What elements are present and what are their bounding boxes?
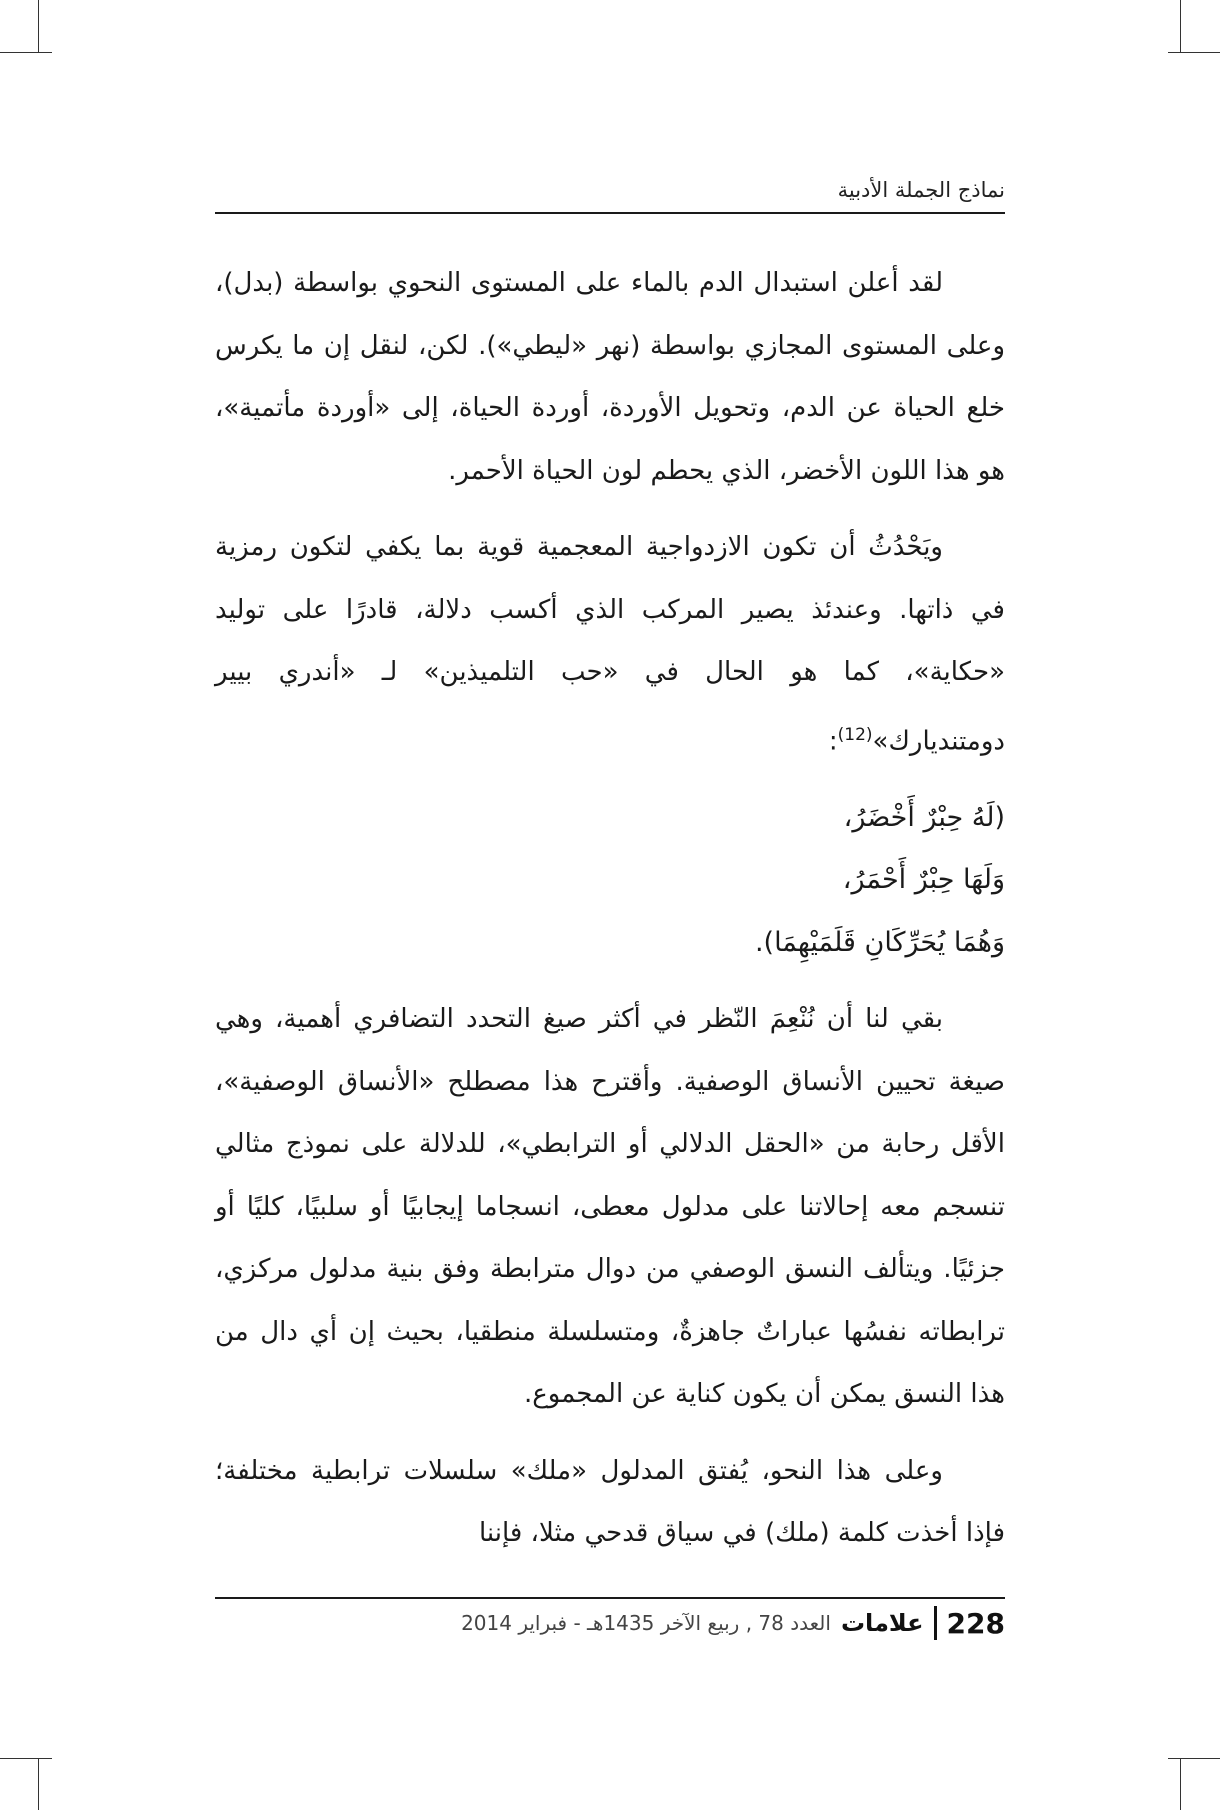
footer-divider: [934, 1606, 937, 1640]
paragraph: [215, 516, 1005, 773]
page-footer: [215, 1606, 1005, 1640]
verse-line: (لَهُ حِبْرٌ أَخْضَرُ،: [843, 801, 1005, 833]
crop-mark: [1168, 52, 1220, 53]
paragraph: لقد أعلن استبدال الدم بالماء على المستوى النحوي بواسطة (بدل)، وعلى المستوى المجازي بواسطة (نهر «ليطي»). لكن، لنقل إن ما يكرس خلع الحياة عن الدم، وتحويل الأوردة، أوردة الحياة، إلى «أوردة مأتمية»، هو هذا اللون الأخضر، الذي يحطم لون الحياة الأحمر.: [215, 268, 1005, 486]
footnote-ref[interactable]: (12): [837, 724, 873, 745]
paragraph: وعلى هذا النحو، يُفتق المدلول «ملك» سلسلات ترابطية مختلفة؛ فإذا أخذت كلمة (ملك) في سياق قدحي مثلا، فإننا: [215, 1455, 1005, 1549]
crop-mark: [38, 1758, 39, 1810]
crop-mark: [1180, 1758, 1181, 1810]
crop-mark: [0, 1758, 52, 1759]
journal-logo: علامات: [840, 1609, 924, 1637]
crop-mark: [0, 52, 52, 53]
paragraph-text: ويَحْدُثُ أن تكون الازدواجية المعجمية قوية بما يكفي لتكون رمزية في ذاتها. وعندئذ يصير المركب الذي أكسب دلالة، قادرًا على توليد «حكاية»، كما هو الحال في «حب التلميذين» لـ «أندري بيير دومتنديارك»: [215, 532, 1005, 757]
verse-line: وَلَهَا حِبْرٌ أَحْمَرُ،: [842, 864, 1005, 896]
issue-info: العدد 78 , ربيع الآخر 1435هـ - فبراير 2014: [461, 1611, 831, 1635]
crop-mark: [38, 0, 39, 52]
running-head: نماذج الجملة الأدبية: [837, 178, 1005, 202]
page-number: 228: [946, 1606, 1005, 1640]
footer-rule: [215, 1597, 1005, 1599]
body-text: [215, 252, 1005, 1579]
paragraph: بقي لنا أن نُنْعِمَ النّظر في أكثر صيغ التحدد التضافري أهمية، وهي صيغة تحيين الأنساق الوصفية. وأقترح هذا مصطلح «الأنساق الوصفية»، الأقل رحابة من «الحقل الدلالي أو الترابطي»، للدلالة على نموذج مثالي تنسجم معه إحالاتنا على مدلول معطى، انسجاما إيجابيًا أو سلبيًا، كليًا أو جزئيًا. ويتألف النسق الوصفي من دوال مترابطة وفق بنية مدلول مركزي، ترابطاته نفسُها عباراتٌ جاهزةٌ، ومتسلسلة منطقيا، بحيث إن أي دال من هذا النسق يمكن أن يكون كناية عن المجموع.: [215, 1004, 1005, 1410]
crop-mark: [1168, 1758, 1220, 1759]
crop-mark: [1180, 0, 1181, 52]
header-rule: [215, 212, 1005, 214]
colon: :: [828, 726, 838, 757]
verse-line: وَهُمَا يُحَرِّكَانِ قَلَمَيْهِمَا).: [754, 926, 1005, 958]
